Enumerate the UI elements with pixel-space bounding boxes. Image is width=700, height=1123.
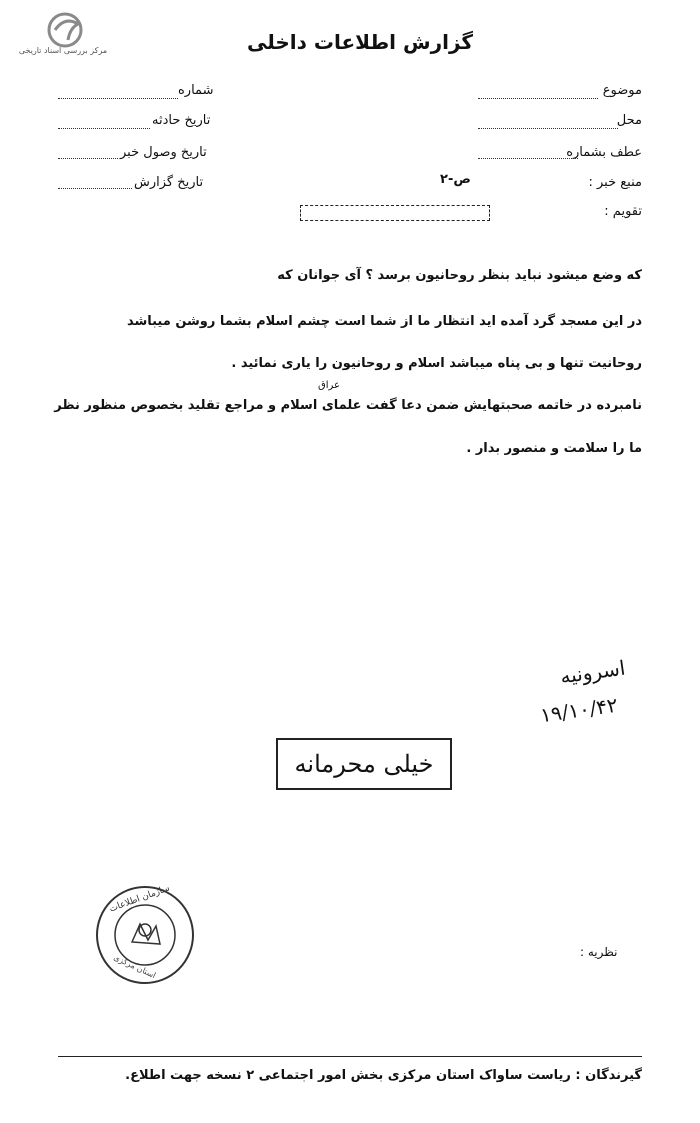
classification-stamp: خیلی محرمانه <box>276 738 452 790</box>
field-received-date-label: تاریخ وصول خبر <box>120 145 207 160</box>
field-number-label: شماره <box>178 83 214 98</box>
field-source-label: منبع خبر : <box>588 175 642 190</box>
field-incident-date-label: تاریخ حادثه <box>152 113 211 128</box>
field-received-date-line <box>58 158 118 159</box>
redacted-area <box>300 205 490 221</box>
archive-logo-icon <box>10 10 120 64</box>
comments-label: نظریه : <box>580 945 618 959</box>
seal-text-top: سازمان اطلاعات <box>108 883 172 915</box>
recipients-line: گیرندگان : ریاست ساواک استان مرکزی بخش امور اجتماعی ۲ نسخه جهت اطلاع. <box>125 1068 642 1083</box>
field-report-date-line <box>58 188 132 189</box>
interline-note: عراق <box>318 380 341 391</box>
handwritten-note-line2: ۱۹/۱۰/۴۲ <box>538 692 620 728</box>
field-ref-label: عطف بشماره <box>566 145 642 160</box>
field-subject-line <box>478 98 598 99</box>
body-line-5: ما را سلامت و منصور بدار . <box>466 441 642 456</box>
footer-divider <box>58 1056 642 1057</box>
field-number-line <box>58 98 178 99</box>
field-ref-line <box>478 158 578 159</box>
body-line-1: که وضع میشود نباید بنظر روحانیون برسد ؟ آی جوانان که <box>277 268 642 283</box>
body-line-3: روحانیت تنها و بی پناه میباشد اسلام و روحانیون را یاری نمائید . <box>231 356 642 371</box>
field-report-date-label: تاریخ گزارش <box>134 175 204 190</box>
field-calendar-label: تقویم : <box>604 204 642 219</box>
agency-seal <box>90 880 200 990</box>
field-location-line <box>478 128 618 129</box>
field-subject-label: موضوع <box>602 83 642 98</box>
handwritten-note-line1: اسرونیه <box>558 655 627 689</box>
field-source-value: ص-۲ <box>440 172 471 187</box>
body-line-2: در این مسجد گرد آمده اید انتظار ما از شما است چشم اسلام بشما روشن میباشد <box>126 314 642 329</box>
archive-caption: مرکز بررسی اسناد تاریخی <box>18 46 108 55</box>
page-title: گزارش اطلاعات داخلی <box>246 30 474 54</box>
field-location-label: محل <box>616 113 642 128</box>
seal-text-bottom: استان مرکزی <box>112 952 158 981</box>
body-line-4: نامبرده در خاتمه صحبتهایش ضمن دعا گفت علمای اسلام و مراجع تقلید بخصوص منظور نظر <box>54 398 642 413</box>
archive-logo <box>10 10 120 64</box>
field-incident-date-line <box>58 128 150 129</box>
